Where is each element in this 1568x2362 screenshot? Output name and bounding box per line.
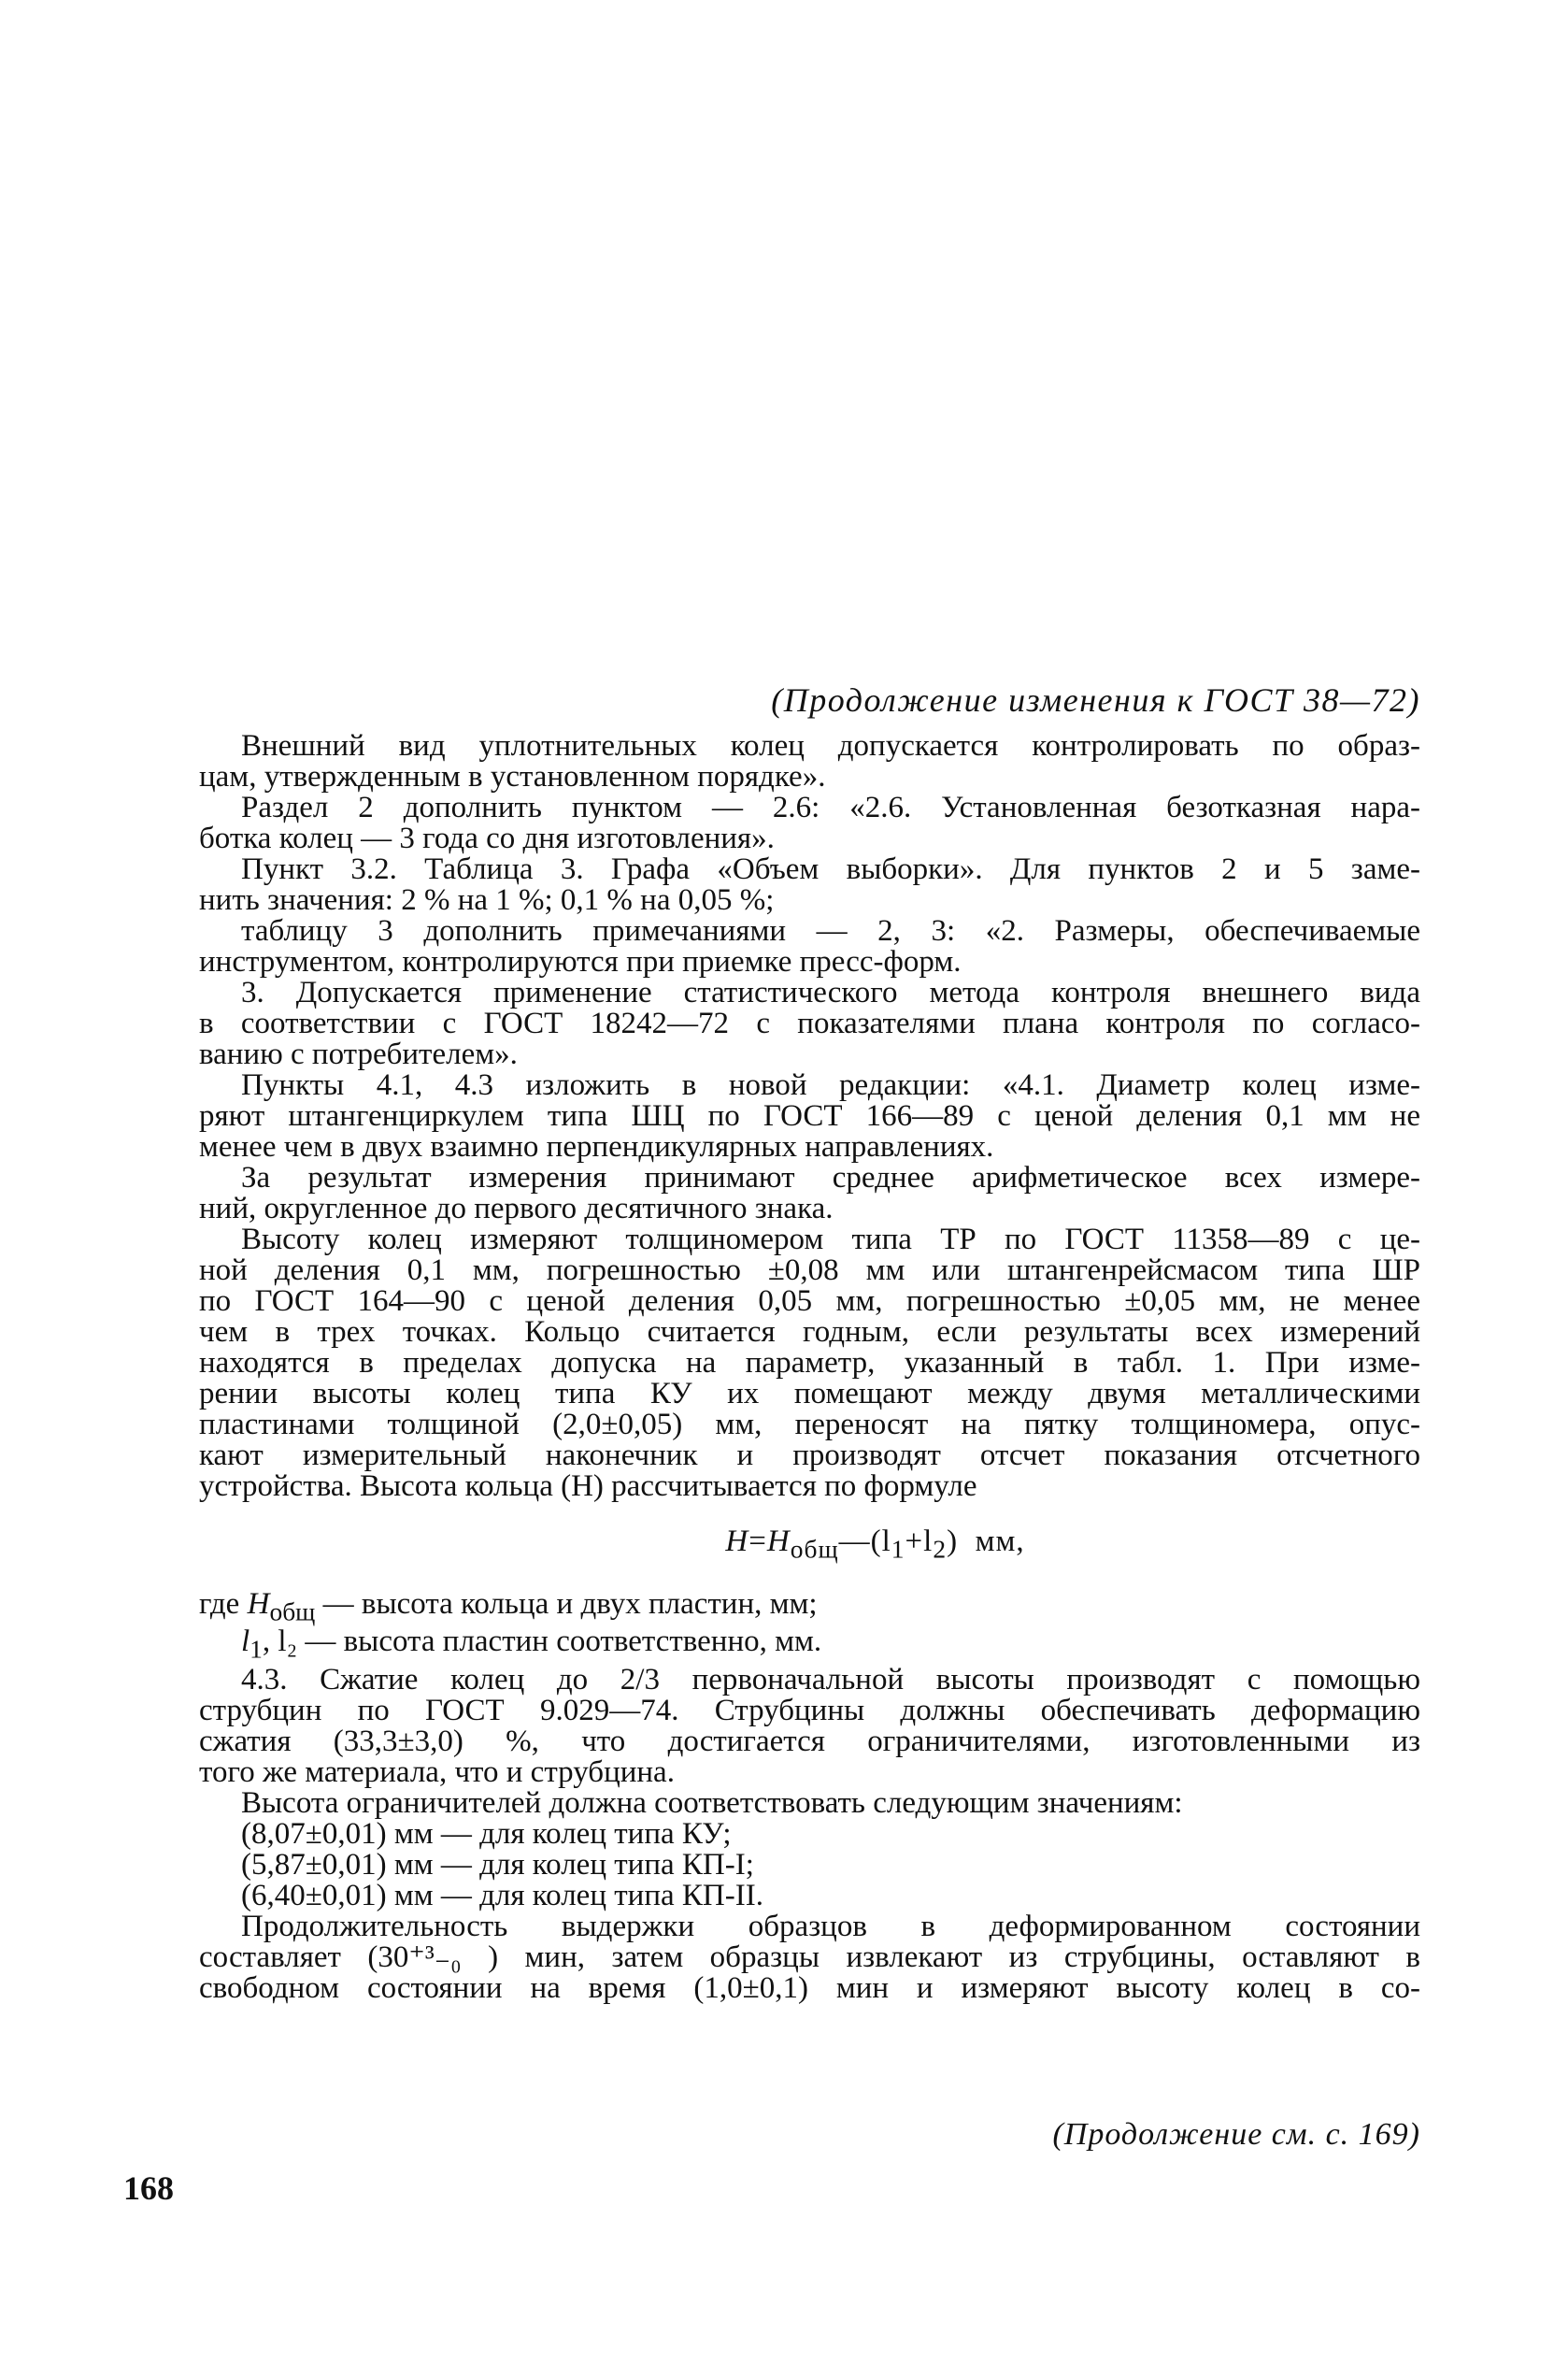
text-line: ний, округленное до первого десятичного знака.	[199, 1192, 834, 1225]
text-line: чем в трех точках. Кольцо считается годным, если результаты всех измерений	[199, 1315, 1420, 1349]
text-line: в соответствии с ГОСТ 18242—72 с показателями плана контроля по согласо-	[199, 1007, 1420, 1040]
text-line: 3. Допускается применение статистического метода контроля внешнего вида	[241, 976, 1420, 1009]
continuation-footer: (Продолжение см. с. 169)	[1052, 2117, 1420, 2152]
text-line: (6,40±0,01) мм — для колец типа КП-II.	[241, 1878, 763, 1912]
text-line: Продолжительность выдержки образцов в деформированном состоянии	[241, 1909, 1420, 1943]
text-line: За результат измерения принимают среднее арифметическое всех измере-	[241, 1161, 1420, 1195]
formula-part: мм,	[975, 1525, 1025, 1558]
legend-subscript: 1	[249, 1634, 263, 1664]
formula-part: +l	[905, 1525, 934, 1558]
text-line: по ГОСТ 164—90 с ценой деления 0,05 мм, погрешностью ±0,05 мм, не менее	[199, 1284, 1420, 1318]
legend-symbol: H	[247, 1586, 270, 1621]
text-line: 4.3. Сжатие колец до 2/3 первоначальной высоты производят с помощью	[241, 1662, 1420, 1696]
text-line: сжатия (33,3±3,0) %, что достигается ограничителями, изготовленными из	[199, 1724, 1420, 1758]
formula-legend-line	[199, 1586, 1420, 1627]
formula-legend-line	[199, 1626, 1420, 1665]
continuation-header: (Продолжение изменения к ГОСТ 38—72)	[771, 681, 1420, 719]
formula-part: —(l	[838, 1525, 891, 1558]
text-line: рении высоты колец типа КУ их помещают между двумя металлическими	[199, 1377, 1420, 1410]
text-line: ванию с потребителем».	[199, 1038, 518, 1071]
formula-part: H	[766, 1525, 791, 1558]
text-line: ряют штангенциркулем типа ШЦ по ГОСТ 166—89 с ценой деления 0,1 мм не	[199, 1099, 1420, 1133]
legend-text: — высота кольца и двух пластин, мм;	[315, 1586, 818, 1621]
legend-subscript: общ	[269, 1596, 316, 1626]
text-line: нить значения: 2 % на 1 %; 0,1 % на 0,05 %;	[199, 883, 775, 917]
formula-part: )	[947, 1525, 959, 1558]
text-line: Пункт 3.2. Таблица 3. Графа «Объем выборки». Для пунктов 2 и 5 заме-	[241, 852, 1420, 886]
formula-part: =	[748, 1525, 767, 1558]
text-line: ной деления 0,1 мм, погрешностью ±0,08 мм или штангенрейсмасом типа ШР	[199, 1253, 1420, 1287]
legend-prefix: где	[199, 1586, 248, 1621]
text-line: Высоту колец измеряют толщиномером типа ТР по ГОСТ 11358—89 с це-	[241, 1223, 1420, 1256]
text-line: (8,07±0,01) мм — для колец типа КУ;	[241, 1816, 732, 1851]
formula-part: 2	[933, 1534, 948, 1564]
page-number: 168	[123, 2169, 174, 2207]
formula-part: общ	[790, 1534, 839, 1564]
text-line: струбцин по ГОСТ 9.029—74. Струбцины должны обеспечивать деформацию	[199, 1693, 1420, 1727]
legend-symbol: l	[241, 1625, 250, 1659]
legend-text: , l₂ — высота пластин соответственно, мм.	[262, 1625, 822, 1659]
text-line: инструментом, контролируются при приемке пресс-форм.	[199, 945, 962, 979]
text-line: Пункты 4.1, 4.3 изложить в новой редакции: «4.1. Диаметр колец изме-	[241, 1068, 1420, 1102]
text-line: таблицу 3 дополнить примечаниями — 2, 3: «2. Размеры, обеспечиваемые	[241, 914, 1420, 948]
text-line: пластинами толщиной (2,0±0,05) мм, переносят на пятку толщиномера, опус-	[199, 1408, 1420, 1441]
height-formula	[199, 1526, 1420, 1565]
text-line: составляет (30⁺³₋₀ ) мин, затем образцы извлекают из струбцины, оставляют в	[199, 1940, 1420, 1974]
text-line: цам, утвержденным в установленном порядке».	[199, 760, 826, 794]
text-line: ботка колец — 3 года со дня изготовления».	[199, 822, 775, 855]
text-line: (5,87±0,01) мм — для колец типа КП-I;	[241, 1847, 754, 1882]
text-line: менее чем в двух взаимно перпендикулярных направлениях.	[199, 1130, 994, 1164]
text-line: кают измерительный наконечник и производят отсчет показания отсчетного	[199, 1439, 1420, 1472]
formula-part: 1	[891, 1534, 905, 1564]
body-text	[199, 731, 1420, 2004]
text-line: Внешний вид уплотнительных колец допускается контролировать по образ-	[241, 729, 1420, 763]
text-line: Раздел 2 дополнить пунктом — 2.6: «2.6. Установленная безотказная нара-	[241, 791, 1420, 824]
text-line: того же материала, что и струбцина.	[199, 1754, 675, 1789]
text-line: устройства. Высота кольца (H) рассчитывается по формуле	[199, 1469, 977, 1503]
text-line: свободном состоянии на время (1,0±0,1) мин и измеряют высоту колец в со-	[199, 1970, 1420, 2005]
text-line: Высота ограничителей должна соответствовать следующим значениям:	[241, 1785, 1183, 1820]
formula-part: H	[725, 1525, 749, 1558]
text-line: находятся в пределах допуска на параметр, указанный в табл. 1. При изме-	[199, 1346, 1420, 1380]
